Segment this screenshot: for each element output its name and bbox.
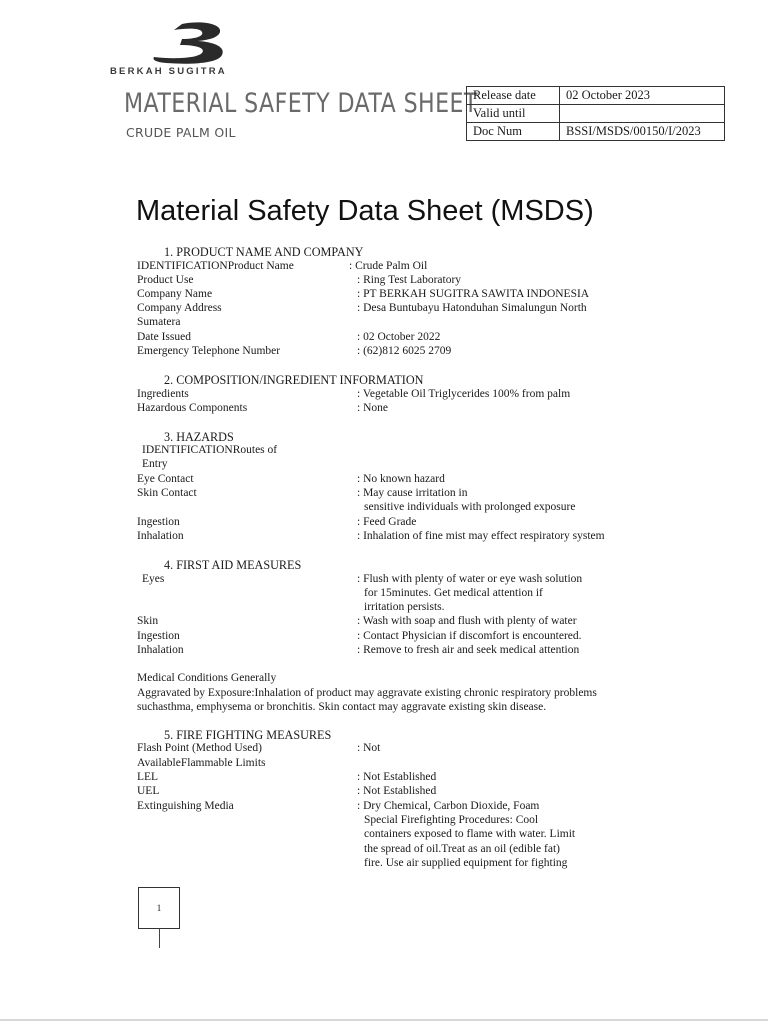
s1-value: : 02 October 2022 (357, 331, 441, 343)
s1-label: Emergency Telephone Number (137, 345, 281, 357)
s4-label: Eyes (142, 573, 165, 585)
s5-value: fire. Use air supplied equipment for fighting (364, 857, 568, 869)
s1-label: Date Issued (137, 331, 191, 343)
s4-value: : Flush with plenty of water or eye wash solution (357, 573, 583, 585)
s5-value: : Not Established (357, 771, 437, 783)
s2-label: Hazardous Components (137, 402, 248, 414)
s5-value: : Not Established (357, 785, 437, 797)
s5-label: AvailableFlammable Limits (137, 757, 266, 769)
page-number-tick (159, 928, 160, 948)
s1-value: : Desa Buntubayu Hatonduhan Simalungun North (357, 302, 587, 314)
s1-label: Company Address (137, 302, 222, 314)
s3-label: Ingestion (137, 516, 180, 528)
info-value: BSSI/MSDS/00150/I/2023 (560, 123, 725, 141)
document-info-table (466, 86, 725, 141)
company-logo (110, 18, 270, 78)
s1-value: : (62)812 6025 2709 (357, 345, 452, 357)
s1-label: Company Name (137, 288, 213, 300)
s3-value: : Feed Grade (357, 516, 417, 528)
s5-label: Extinguishing Media (137, 800, 234, 812)
s5-label: Flash Point (Method Used) (137, 742, 262, 754)
s1-label: Product Use (137, 274, 194, 286)
page-number-box (138, 887, 180, 929)
main-title: Material Safety Data Sheet (MSDS) (136, 195, 594, 227)
s4-value: : Wash with soap and flush with plenty of water (357, 615, 577, 627)
s3-value: : No known hazard (357, 473, 445, 485)
info-label: Release date (467, 87, 560, 105)
s5-label: LEL (137, 771, 159, 783)
s2-value: : Vegetable Oil Triglycerides 100% from palm (357, 388, 571, 400)
medical-conditions-text: Aggravated by Exposure:Inhalation of product may aggravate existing chronic respiratory problems (137, 687, 597, 699)
logo-mark-icon (110, 18, 270, 66)
header-doc-title: MATERIAL SAFETY DATA SHEET (124, 88, 478, 119)
s3-label: Inhalation (137, 530, 184, 542)
s4-label: Ingestion (137, 630, 180, 642)
s5-value: the spread of oil.Treat as an oil (edible fat) (364, 843, 560, 855)
header-product: CRUDE PALM OIL (126, 125, 236, 140)
s3-value: : May cause irritation in (357, 487, 468, 499)
s5-value: containers exposed to flame with water. Limit (364, 828, 576, 840)
info-value (560, 105, 725, 123)
section-5-heading: 5. FIRE FIGHTING MEASURES (164, 728, 332, 742)
info-value: 02 October 2023 (560, 87, 725, 105)
s5-value: : Not (357, 742, 381, 754)
section-2-heading: 2. COMPOSITION/INGREDIENT INFORMATION (164, 373, 424, 387)
section-4-heading: 4. FIRST AID MEASURES (164, 558, 302, 572)
info-row-doc-num (467, 123, 725, 141)
section-1-heading: 1. PRODUCT NAME AND COMPANY (164, 245, 364, 259)
page-number: 1 (156, 903, 162, 913)
s3-label: Skin Contact (137, 487, 197, 499)
s2-value: : None (357, 402, 388, 414)
s1-value: : Ring Test Laboratory (357, 274, 462, 286)
section-3-heading: 3. HAZARDS (164, 430, 234, 444)
s1-value: : PT BERKAH SUGITRA SAWITA INDONESIA (357, 288, 590, 300)
s4-label: Inhalation (137, 644, 184, 656)
info-row-release-date (467, 87, 725, 105)
medical-conditions-text: suchasthma, emphysema or bronchitis. Skin contact may aggravate existing skin disease. (137, 701, 547, 713)
s3-label: Eye Contact (137, 473, 194, 485)
s4-value: : Contact Physician if discomfort is encountered. (357, 630, 582, 642)
s4-label: Skin (137, 615, 159, 627)
s3-value: sensitive individuals with prolonged exposure (364, 501, 576, 513)
s2-label: Ingredients (137, 388, 189, 400)
s3-subheading: Entry (142, 458, 168, 470)
s3-subheading: IDENTIFICATIONRoutes of (142, 444, 278, 456)
page-bottom-edge (0, 1019, 768, 1021)
s1-label: Sumatera (137, 316, 181, 328)
s5-label: UEL (137, 785, 160, 797)
info-label: Doc Num (467, 123, 560, 141)
s4-value: for 15minutes. Get medical attention if (364, 587, 543, 599)
s1-label: IDENTIFICATIONProduct Name (137, 260, 294, 272)
info-row-valid-until (467, 105, 725, 123)
s5-value: : Dry Chemical, Carbon Dioxide, Foam (357, 800, 540, 812)
s5-value: Special Firefighting Procedures: Cool (364, 814, 539, 826)
medical-conditions-title: Medical Conditions Generally (137, 672, 277, 684)
s4-value: irritation persists. (364, 601, 445, 613)
s4-value: : Remove to fresh air and seek medical attention (357, 644, 580, 656)
info-label: Valid until (467, 105, 560, 123)
logo-text: BERKAH SUGITRA (110, 66, 227, 77)
s3-value: : Inhalation of fine mist may effect respiratory system (357, 530, 605, 542)
s1-value: : Crude Palm Oil (349, 260, 428, 272)
